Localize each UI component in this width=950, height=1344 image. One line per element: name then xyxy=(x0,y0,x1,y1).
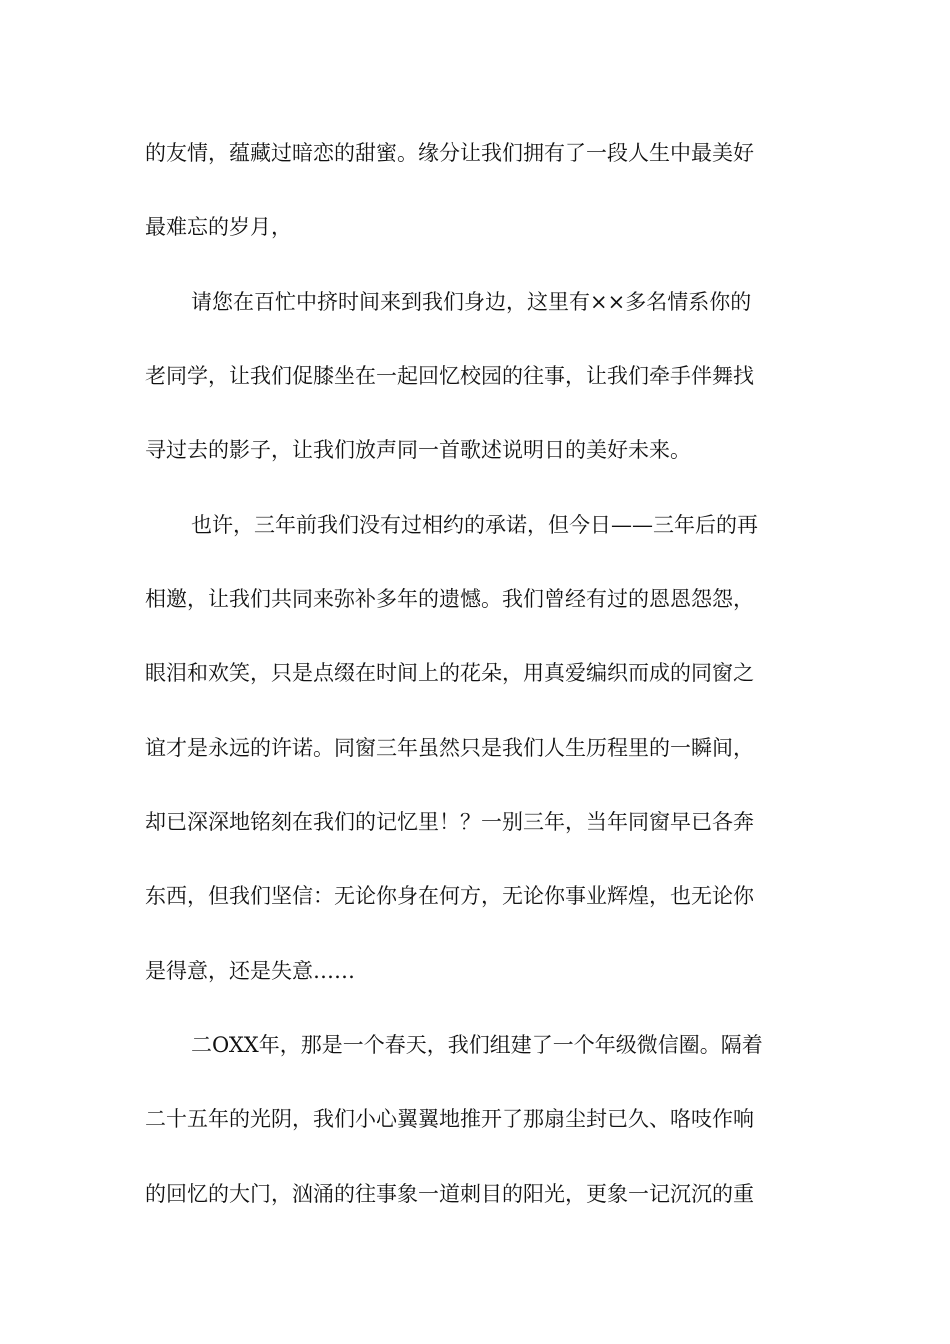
paragraph-first-line: 也许，三年前我们没有过相约的承诺，但今日——三年后的再 xyxy=(191,513,758,537)
text-line: 是得意，还是失意…… xyxy=(145,959,355,983)
paragraph-first-line: 请您在百忙中挤时间来到我们身边，这里有××多名情系你的 xyxy=(191,290,752,314)
text-line: 寻过去的影子，让我们放声同一首歌述说明日的美好未来。 xyxy=(145,438,691,462)
text-line: 谊才是永远的许诺。同窗三年虽然只是我们人生历程里的一瞬间， xyxy=(145,736,754,760)
text-line: 的友情，蕴藏过暗恋的甜蜜。缘分让我们拥有了一段人生中最美好 xyxy=(145,141,754,165)
text-line: 东西，但我们坚信：无论你身在何方，无论你事业辉煌，也无论你 xyxy=(145,884,754,908)
text-line: 二十五年的光阴，我们小心翼翼地推开了那扇尘封已久、咯吱作响 xyxy=(145,1107,754,1131)
text-line: 眼泪和欢笑，只是点缀在时间上的花朵，用真爱编织而成的同窗之 xyxy=(145,661,754,685)
text-line: 最难忘的岁月， xyxy=(145,215,292,239)
text-line: 却已深深地铭刻在我们的记忆里！？一别三年，当年同窗早已各奔 xyxy=(145,810,754,834)
text-line: 老同学，让我们促膝坐在一起回忆校园的往事，让我们牵手伴舞找 xyxy=(145,364,754,388)
text-line: 相邀，让我们共同来弥补多年的遗憾。我们曾经有过的恩恩怨怨， xyxy=(145,587,754,611)
paragraph-first-line: 二OXX年，那是一个春天，我们组建了一个年级微信圈。隔着 xyxy=(191,1033,763,1057)
text-line: 的回忆的大门，汹涌的往事象一道刺目的阳光，更象一记沉沉的重 xyxy=(145,1182,754,1206)
